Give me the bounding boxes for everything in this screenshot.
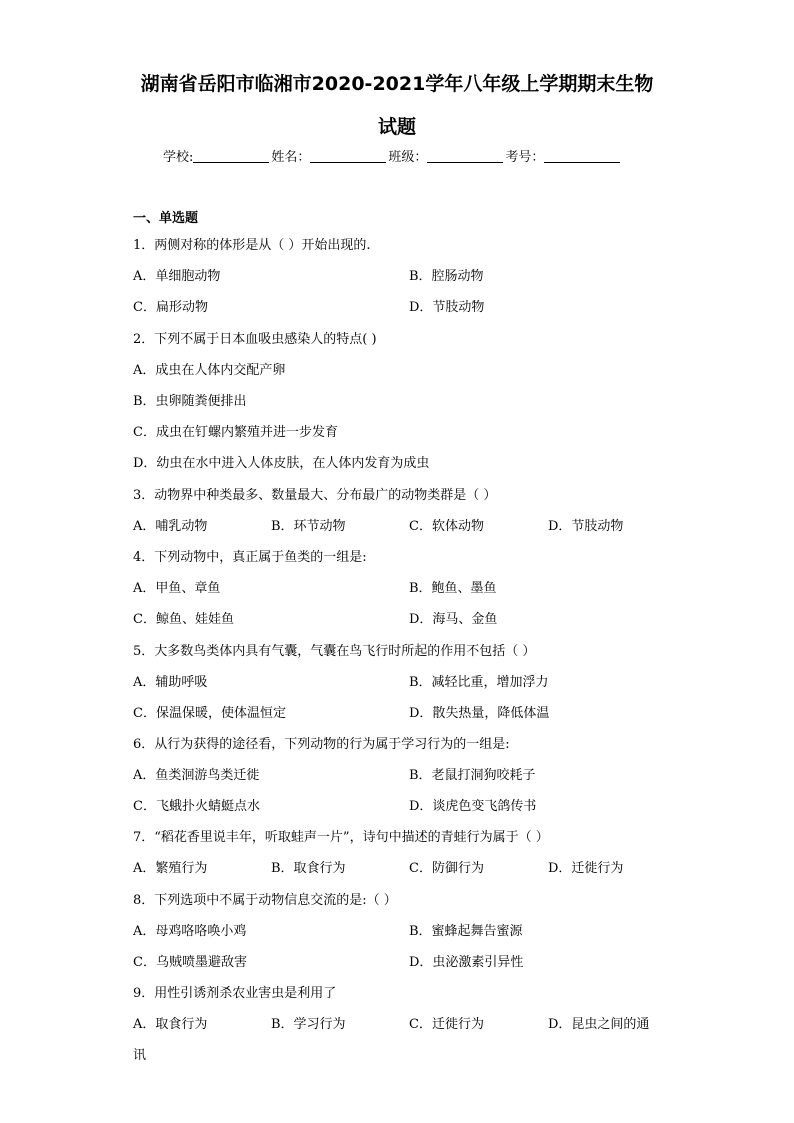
question-8-option-b: B．蜜蜂起舞告蜜源: [409, 924, 523, 939]
question-7-option-d: D．迁徙行为: [548, 861, 624, 876]
exam-number-label: 考号：: [505, 150, 545, 165]
question-9-option-d-wrap: 讯: [133, 1048, 147, 1063]
name-label: 姓名：: [271, 150, 311, 165]
question-6-option-c: C．飞蛾扑火蜻蜓点水: [133, 799, 260, 814]
question-2-option-c: C．成虫在钉螺内繁殖并进一步发育: [133, 425, 338, 440]
question-9-option-d: D．昆虫之间的通: [548, 1017, 650, 1032]
question-7-stem: 7．“稻花香里说丰年，听取蛙声一片”，诗句中描述的青蛙行为属于（ ）: [133, 830, 549, 845]
question-5-stem: 5．大多数鸟类体内具有气囊，气囊在鸟飞行时所起的作用不包括（ ）: [133, 644, 536, 659]
question-8-option-a: A．母鸡咯咯唤小鸡: [133, 924, 247, 939]
question-6-stem: 6．从行为获得的途径看，下列动物的行为属于学习行为的一组是:: [133, 737, 510, 752]
question-2-option-b: B．虫卵随粪便排出: [133, 394, 247, 409]
question-6-option-a: A．鱼类洄游鸟类迁徙: [133, 768, 260, 783]
document-title-line-1: 湖南省岳阳市临湘市2020-2021学年八年级上学期期末生物: [140, 73, 654, 95]
question-9-option-b: B．学习行为: [271, 1017, 346, 1032]
question-4-option-b: B．鲍鱼、墨鱼: [409, 581, 497, 596]
question-3-option-b: B．环节动物: [271, 519, 346, 534]
question-8-option-c: C．乌贼喷墨避敌害: [133, 955, 247, 970]
question-1-option-d: D．节肢动物: [409, 300, 485, 315]
class-blank: [427, 149, 503, 163]
exam-number-blank: [544, 149, 620, 163]
school-blank: [193, 149, 269, 163]
question-2-option-a: A．成虫在人体内交配产卵: [133, 363, 286, 378]
question-3-stem: 3．动物界中种类最多、数量最大、分布最广的动物类群是（ ）: [133, 488, 497, 503]
question-5-option-b: B．减轻比重，增加浮力: [409, 675, 549, 690]
question-7-option-b: B．取食行为: [271, 861, 346, 876]
question-7-option-a: A．繁殖行为: [133, 861, 208, 876]
question-9-option-c: C．迁徙行为: [409, 1017, 484, 1032]
question-1-stem: 1．两侧对称的体形是从（ ）开始出现的.: [133, 238, 371, 253]
class-label: 班级：: [388, 150, 428, 165]
question-6-option-b: B．老鼠打洞狗咬耗子: [409, 768, 536, 783]
question-5-option-a: A．辅助呼吸: [133, 675, 208, 690]
question-2-option-d: D．幼虫在水中进入人体皮肤，在人体内发育为成虫: [133, 456, 430, 471]
name-blank: [310, 149, 386, 163]
section-heading: 一、单选题: [133, 211, 199, 226]
question-4-option-d: D．海马、金鱼: [409, 612, 498, 627]
student-info-line: [163, 146, 622, 165]
question-5-option-c: C．保温保暖，使体温恒定: [133, 706, 286, 721]
question-4-stem: 4．下列动物中，真正属于鱼类的一组是:: [133, 550, 367, 565]
school-label: 学校:: [163, 150, 194, 165]
question-8-option-d: D．虫泌激素引异性: [409, 955, 524, 970]
question-1-option-c: C．扁形动物: [133, 300, 208, 315]
question-5-option-d: D．散失热量，降低体温: [409, 706, 550, 721]
question-2-stem: 2．下列不属于日本血吸虫感染人的特点( ): [133, 332, 377, 347]
question-4-option-c: C．鲸鱼、娃娃鱼: [133, 612, 234, 627]
question-3-option-a: A．哺乳动物: [133, 519, 208, 534]
document-title-line-2: 试题: [377, 116, 416, 138]
question-1-option-b: B．腔肠动物: [409, 269, 484, 284]
question-1-option-a: A．单细胞动物: [133, 269, 221, 284]
question-7-option-c: C．防御行为: [409, 861, 484, 876]
question-4-option-a: A．甲鱼、章鱼: [133, 581, 221, 596]
question-6-option-d: D．谈虎色变飞鸽传书: [409, 799, 537, 814]
question-9-option-a: A．取食行为: [133, 1017, 208, 1032]
question-9-stem: 9．用性引诱剂杀农业害虫是利用了: [133, 986, 337, 1001]
question-3-option-d: D．节肢动物: [548, 519, 624, 534]
question-3-option-c: C．软体动物: [409, 519, 484, 534]
question-8-stem: 8．下列选项中不属于动物信息交流的是:（ ）: [133, 893, 397, 908]
